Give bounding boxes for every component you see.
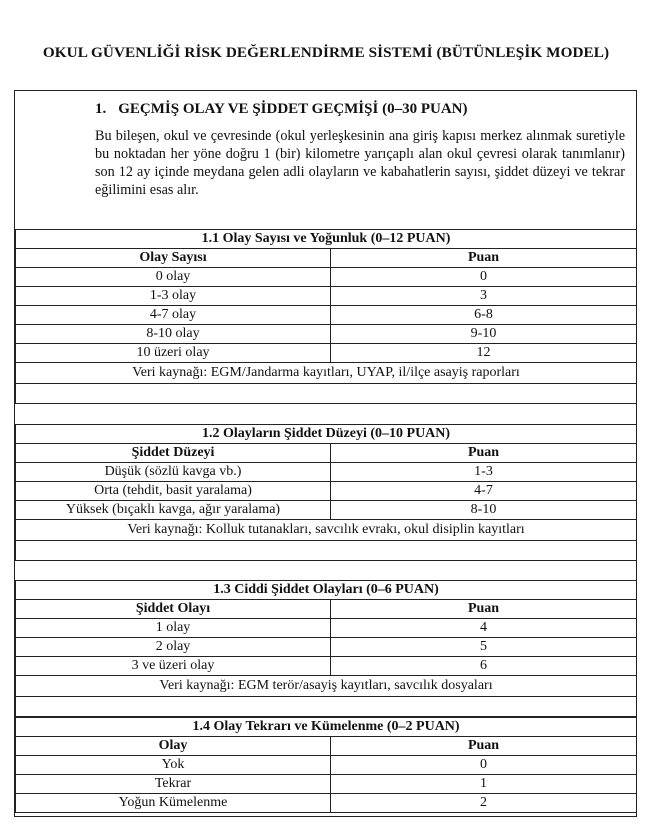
table-row — [16, 794, 637, 813]
table-row — [16, 344, 637, 363]
row-label: 1 olay — [16, 619, 331, 638]
table-title: 1.4 Olay Tekrarı ve Kümelenme (0–2 PUAN) — [16, 718, 637, 737]
table-olay-sayisi — [15, 229, 637, 404]
row-label: Orta (tehdit, basit yaralama) — [16, 482, 331, 501]
table-row — [16, 775, 637, 794]
table-title: 1.2 Olayların Şiddet Düzeyi (0–10 PUAN) — [16, 425, 637, 444]
row-label: Yüksek (bıçaklı kavga, ağır yaralama) — [16, 501, 331, 520]
spacer-row — [16, 384, 637, 404]
row-score: 6-8 — [331, 306, 637, 325]
row-label: 8-10 olay — [16, 325, 331, 344]
row-label: 0 olay — [16, 268, 331, 287]
section-number: 1. — [95, 101, 107, 117]
row-score: 8-10 — [331, 501, 637, 520]
row-label: Yok — [16, 756, 331, 775]
section-intro — [15, 91, 636, 229]
row-score: 9-10 — [331, 325, 637, 344]
table-row — [16, 463, 637, 482]
column-header: Puan — [331, 444, 637, 463]
row-label: 1-3 olay — [16, 287, 331, 306]
row-score: 1 — [331, 775, 637, 794]
row-score: 4 — [331, 619, 637, 638]
table-row — [16, 325, 637, 344]
row-label: 10 üzeri olay — [16, 344, 331, 363]
row-score: 0 — [331, 268, 637, 287]
table-ciddi-siddet — [15, 580, 637, 717]
column-header: Puan — [331, 600, 637, 619]
row-score: 3 — [331, 287, 637, 306]
table-row — [16, 482, 637, 501]
table-row — [16, 619, 637, 638]
section-heading — [95, 101, 467, 118]
row-score: 1-3 — [331, 463, 637, 482]
table-olay-tekrari — [15, 717, 637, 813]
row-label: 4-7 olay — [16, 306, 331, 325]
table-row — [16, 268, 637, 287]
data-source-note: Veri kaynağı: Kolluk tutanakları, savcılık evrakı, okul disiplin kayıtları — [16, 520, 637, 541]
column-header: Şiddet Olayı — [16, 600, 331, 619]
column-header: Puan — [331, 249, 637, 268]
table-row — [16, 657, 637, 676]
section-heading-text: GEÇMİŞ OLAY VE ŞİDDET GEÇMİŞİ (0–30 PUAN) — [118, 101, 468, 117]
column-header: Olay Sayısı — [16, 249, 331, 268]
row-label: 2 olay — [16, 638, 331, 657]
table-row — [16, 287, 637, 306]
table-title: 1.1 Olay Sayısı ve Yoğunluk (0–12 PUAN) — [16, 230, 637, 249]
row-label: Yoğun Kümelenme — [16, 794, 331, 813]
spacer-row — [16, 697, 637, 717]
row-label: 3 ve üzeri olay — [16, 657, 331, 676]
spacer-row — [16, 541, 637, 561]
row-score: 12 — [331, 344, 637, 363]
row-score: 0 — [331, 756, 637, 775]
column-header: Olay — [16, 737, 331, 756]
section-frame — [14, 90, 637, 817]
row-label: Düşük (sözlü kavga vb.) — [16, 463, 331, 482]
table-siddet-duzeyi — [15, 424, 637, 561]
row-score: 6 — [331, 657, 637, 676]
table-row — [16, 501, 637, 520]
row-score: 4-7 — [331, 482, 637, 501]
row-score: 5 — [331, 638, 637, 657]
section-description: Bu bileşen, okul ve çevresinde (okul yerleşkesinin ana giriş kapısı merkez alınmak suretiyle bu noktadan her yöne doğru 1 (bir) kilometre yarıçaplı alan okul çevresi olarak tanımlanır) son 12 ay içinde meydana gelen adli olayların ve kabahatlerin sayısı, şiddet düzeyi ve tekrar eğilimini esas alır. — [95, 128, 625, 198]
data-source-note: Veri kaynağı: EGM/Jandarma kayıtları, UYAP, il/ilçe asayiş raporları — [16, 363, 637, 384]
column-header: Şiddet Düzeyi — [16, 444, 331, 463]
row-score: 2 — [331, 794, 637, 813]
table-row — [16, 306, 637, 325]
column-header: Puan — [331, 737, 637, 756]
document-title: OKUL GÜVENLİĞİ RİSK DEĞERLENDİRME SİSTEMİ (BÜTÜNLEŞİK MODEL) — [42, 44, 610, 61]
table-row — [16, 756, 637, 775]
data-source-note: Veri kaynağı: EGM terör/asayiş kayıtları, savcılık dosyaları — [16, 676, 637, 697]
table-row — [16, 638, 637, 657]
table-title: 1.3 Ciddi Şiddet Olayları (0–6 PUAN) — [16, 581, 637, 600]
row-label: Tekrar — [16, 775, 331, 794]
